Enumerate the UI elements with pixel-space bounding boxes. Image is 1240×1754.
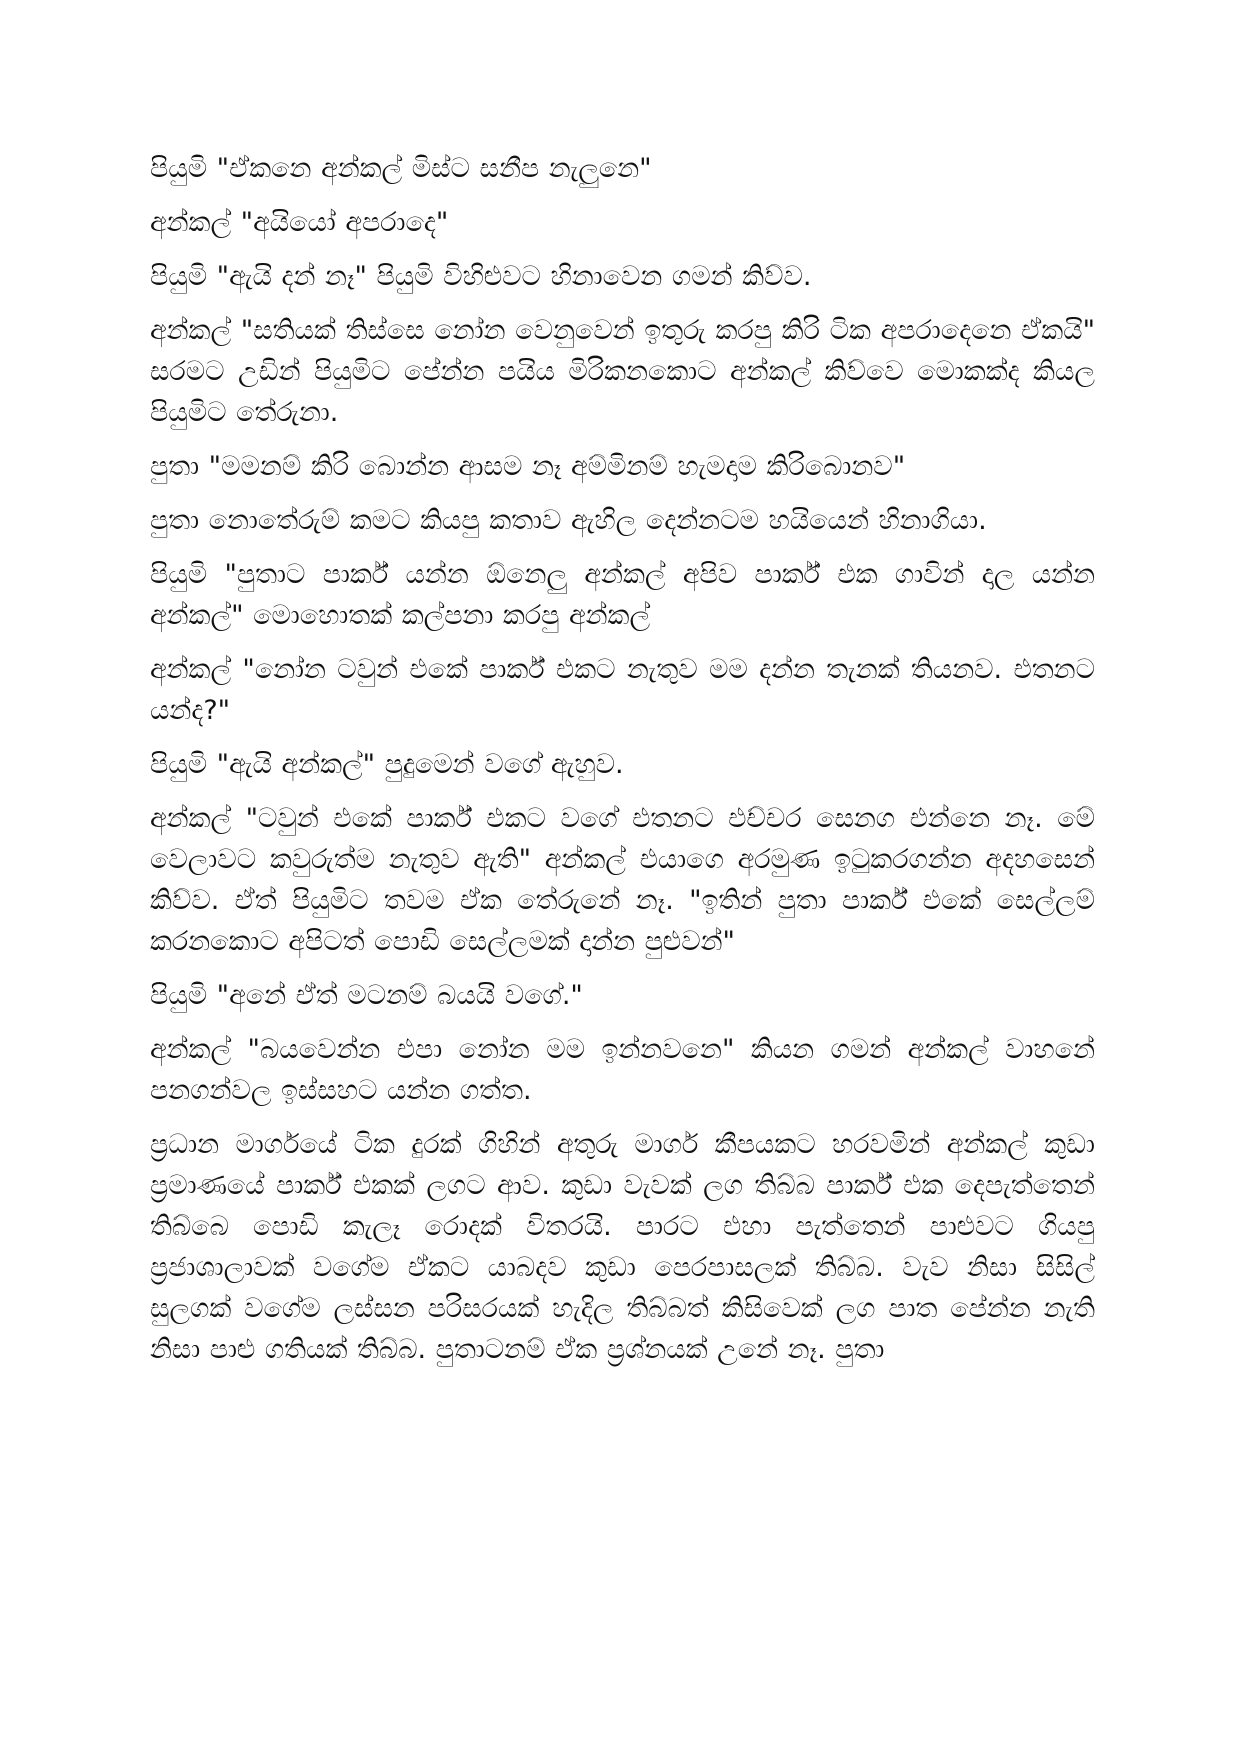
paragraph-4: අන්කල් "සතියක් තිස්සෙ නෝන වෙනුවෙන් ඉතුරු කරපු කිරි ටික අපරාදෙනෙ ඒකයි" සරමට උඩින් පියුමිට පේන්න පයිය මිරිකනකොට අන්කල් කිව්වෙ මොකක්ද කියල පියුමිට තේරුනා. [150,315,1095,428]
paragraph-8: අන්කල් "නෝන ටවුන් එකේ පාර්ක් එකට නැතුව මම දන්න තැනක් තියනව. එතනට යන්ද?" [150,654,1095,726]
document-page [150,148,1095,1383]
paragraph-10: අන්කල් "ටවුන් එකේ පාර්ක් එකට වගේ එතනට එච්චර සෙනග එන්නෙ නෑ. මේ වෙලාවට කවුරුත්ම නැතුව ඇති" අන්කල් එයාගෙ අරමුණ ඉටුකරගන්න අදහසෙන් කිව්ව. ඒත් පියුමිට තවම ඒක තේරුනේ නෑ. "ඉතින් පුතා පාර්ක් එකේ සෙල්ලම් කරනකොට අපිටත් පොඩි සෙල්ලමක් දාන්න පුළුවන්" [150,803,1095,957]
paragraph-9: පියුමි "ඇයි අන්කල්" පුදුමෙන් වගේ ඇහුව. [150,749,624,780]
paragraph-2: අන්කල් "අයියෝ අපරාදෙ" [150,207,449,238]
paragraph-7: පියුමි "පුතාට පාර්ක් යන්න ඕනෙලු අන්කල් අපිව පාර්ක් එක ගාවින් දාල යන්න අන්කල්" මොහොතක් කල්පනා කරපු අන්කල් [150,559,1095,631]
paragraph-5: පුතා "මමනම් කිරි බොන්න ආසම නෑ අම්මිනම් හැමදාම කිරිබොනව" [150,451,906,482]
paragraph-6: පුතා නොතේරුම් කමට කියපු කතාව ඇහිල දෙන්නටම හයියෙන් හිනාගියා. [150,505,987,536]
paragraph-1: පියුමි "ඒකනෙ අන්කල් මිස්ට සනීප නැලුනෙ" [150,153,652,184]
paragraph-3: පියුමි "ඇයි දන් නෑ" පියුමි විහිළුවට හිනාවෙන ගමන් කිව්ව. [150,261,812,292]
paragraph-11: පියුමි "අනේ ඒත් මටනම් බයයි වගේ." [150,980,583,1011]
paragraph-13: ප්‍රධාන මාර්ගයේ ටික දුරක් ගිහින් අතුරු මාර්ග කීපයකට හරවමින් අන්කල් කුඩා ප්‍රමාණයේ පාර්ක් එකක් ලගට ආව. කුඩා වැවක් ලග තිබ්බ පාර්ක් එක දෙපැත්තෙන් තිබ්බෙ පොඩි කැලෑ රොදක් විතරයි. පාරට එහා පැත්තෙන් පාළුවට ගියපු ප්‍රජාශාලාවක් වගේම ඒකට යාබදව කුඩා පෙරපාසලක් තිබ්බ. වැව නිසා සිසිල් සුලගක් වගේම ලස්සන පරිසරයක් හැදිල තිබ්බත් කිසිවෙක් ලග පාත පේන්න නැති නිසා පාළු ගතියක් තිබ්බ. පුතාටනම් ඒක ප්‍රශ්නයක් උනේ නෑ. පුතා [150,1129,1095,1365]
paragraph-12: අන්කල් "බයවෙන්න එපා නෝන මම ඉන්නවනෙ" කියන ගමන් අන්කල් වාහනේ පනගන්වල ඉස්සහට යන්න ගත්ත. [150,1034,1095,1106]
